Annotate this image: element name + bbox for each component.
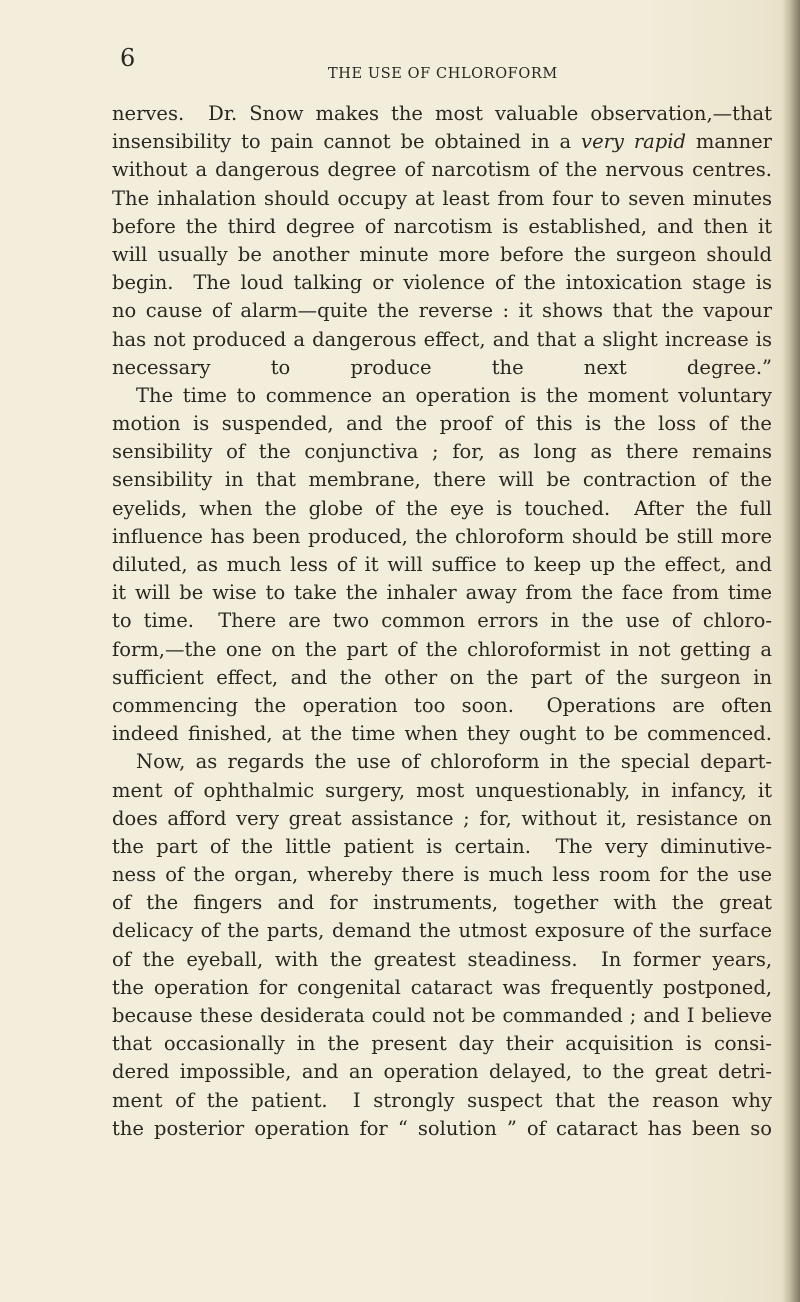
- text-line: [112, 579, 772, 607]
- text-line: [112, 438, 772, 466]
- text-line: [112, 1115, 772, 1143]
- body-text: [112, 100, 772, 1143]
- text-line: [112, 185, 772, 213]
- text-line: [112, 213, 772, 241]
- text-segment: diluted, as much less of it will suffice to keep up the effect, and: [112, 553, 772, 576]
- text-line: [112, 410, 772, 438]
- text-line: [112, 805, 772, 833]
- text-segment: the posterior operation for “ solution ” of cataract has been so: [112, 1116, 772, 1140]
- text-segment: that occasionally in the present day their acquisition is consi-: [112, 1032, 772, 1056]
- text-line: [112, 1087, 772, 1115]
- text-segment: Now, as regards the use of chloroform in the special depart-: [136, 750, 773, 774]
- text-segment: ment of ophthalmic surgery, most unquestionably, in infancy, it: [112, 778, 772, 802]
- text-segment: dered impossible, and an operation delayed, to the great detri-: [112, 1060, 772, 1084]
- text-segment: sensibility of the conjunctiva ; for, as long as there remains: [112, 440, 772, 464]
- text-segment: without a dangerous degree of narcotism of the nervous centres.: [112, 158, 772, 182]
- text-line: [112, 692, 772, 720]
- text-line: [112, 1030, 772, 1058]
- text-line: [112, 1002, 772, 1030]
- text-line: [112, 100, 772, 128]
- text-line: [112, 1058, 772, 1086]
- text-segment: ness of the organ, whereby there is much less room for the use: [112, 863, 772, 887]
- text-segment: of the fingers and for instruments, together with the great: [112, 891, 772, 915]
- text-segment: ment of the patient. I strongly suspect that the reason why: [112, 1088, 772, 1112]
- text-segment: eyelids, when the globe of the eye is touched. After the full: [112, 496, 773, 520]
- text-segment: will usually be another minute more before the surgeon should: [112, 242, 772, 266]
- text-line: [112, 720, 772, 748]
- text-segment: does afford very great assistance ; for, without it, resistance on: [112, 806, 772, 830]
- text-line: [112, 636, 772, 664]
- text-segment: because these desiderata could not be commanded ; and I believe: [112, 1004, 773, 1027]
- text-segment: nerves. Dr. Snow makes the most valuable observation,—that: [112, 102, 773, 125]
- text-segment: has not produced a dangerous effect, and that a slight increase is: [112, 327, 773, 351]
- text-line: [112, 354, 772, 382]
- text-segment: before the third degree of narcotism is established, and then it: [112, 214, 773, 238]
- text-segment: indeed finished, at the time when they ought to be commenced.: [112, 722, 772, 746]
- text-line: [112, 551, 772, 579]
- text-segment: manner: [686, 130, 772, 154]
- text-line: [112, 974, 772, 1002]
- text-segment: it will be wise to take the inhaler away from the face from time: [112, 581, 773, 605]
- text-line: [112, 664, 772, 692]
- text-segment: sufficient effect, and the other on the part of the surgeon in: [112, 665, 773, 689]
- text-segment: motion is suspended, and the proof of this is the loss of the: [112, 412, 772, 436]
- text-line: [112, 889, 772, 917]
- text-segment: delicacy of the parts, demand the utmost exposure of the surface: [112, 919, 772, 943]
- text-segment: of the eyeball, with the greatest steadiness. In former years,: [112, 947, 773, 971]
- text-line: [112, 156, 772, 184]
- text-line: [112, 269, 772, 297]
- text-segment: form,—the one on the part of the chloroformist in not getting a: [112, 637, 773, 661]
- text-line: [112, 748, 772, 776]
- text-segment: commencing the operation too soon. Operations are often: [112, 693, 773, 717]
- text-line: [112, 946, 772, 974]
- text-segment: to time. There are two common errors in the use of chloro-: [112, 609, 772, 633]
- text-line: [112, 607, 772, 635]
- text-line: [112, 326, 772, 354]
- text-segment: begin. The loud talking or violence of the intoxication stage is: [112, 271, 772, 295]
- text-line: [112, 777, 772, 805]
- text-segment: sensibility in that membrane, there will be contraction of the: [112, 468, 773, 492]
- page-edge-shadow: [782, 0, 800, 1302]
- text-segment: the part of the little patient is certain. The very diminutive-: [112, 834, 773, 858]
- text-line: [112, 495, 772, 523]
- text-segment: no cause of alarm—quite the reverse : it shows that the vapour: [112, 299, 773, 323]
- text-line: [112, 297, 772, 325]
- text-line: [112, 382, 772, 410]
- text-segment: the operation for congenital cataract was frequently postponed,: [112, 975, 773, 999]
- running-head: THE USE OF CHLOROFORM: [328, 66, 558, 82]
- text-line: [112, 861, 772, 889]
- text-line: [112, 917, 772, 945]
- text-segment: The inhalation should occupy at least from four to seven minutes: [112, 186, 773, 210]
- text-line: [112, 523, 772, 551]
- text-segment: necessary to produce the next degree.”: [112, 355, 772, 379]
- text-line: [112, 241, 772, 269]
- text-segment: The time to commence an operation is the moment voluntary: [136, 383, 773, 407]
- page-number: 6: [120, 44, 136, 72]
- text-line: [112, 466, 772, 494]
- italic-text: very rapid: [581, 130, 686, 154]
- text-line: [112, 833, 772, 861]
- text-segment: influence has been produced, the chloroform should be still more: [112, 524, 773, 548]
- text-segment: insensibility to pain cannot be obtained in a: [112, 130, 582, 154]
- text-line: [112, 128, 772, 156]
